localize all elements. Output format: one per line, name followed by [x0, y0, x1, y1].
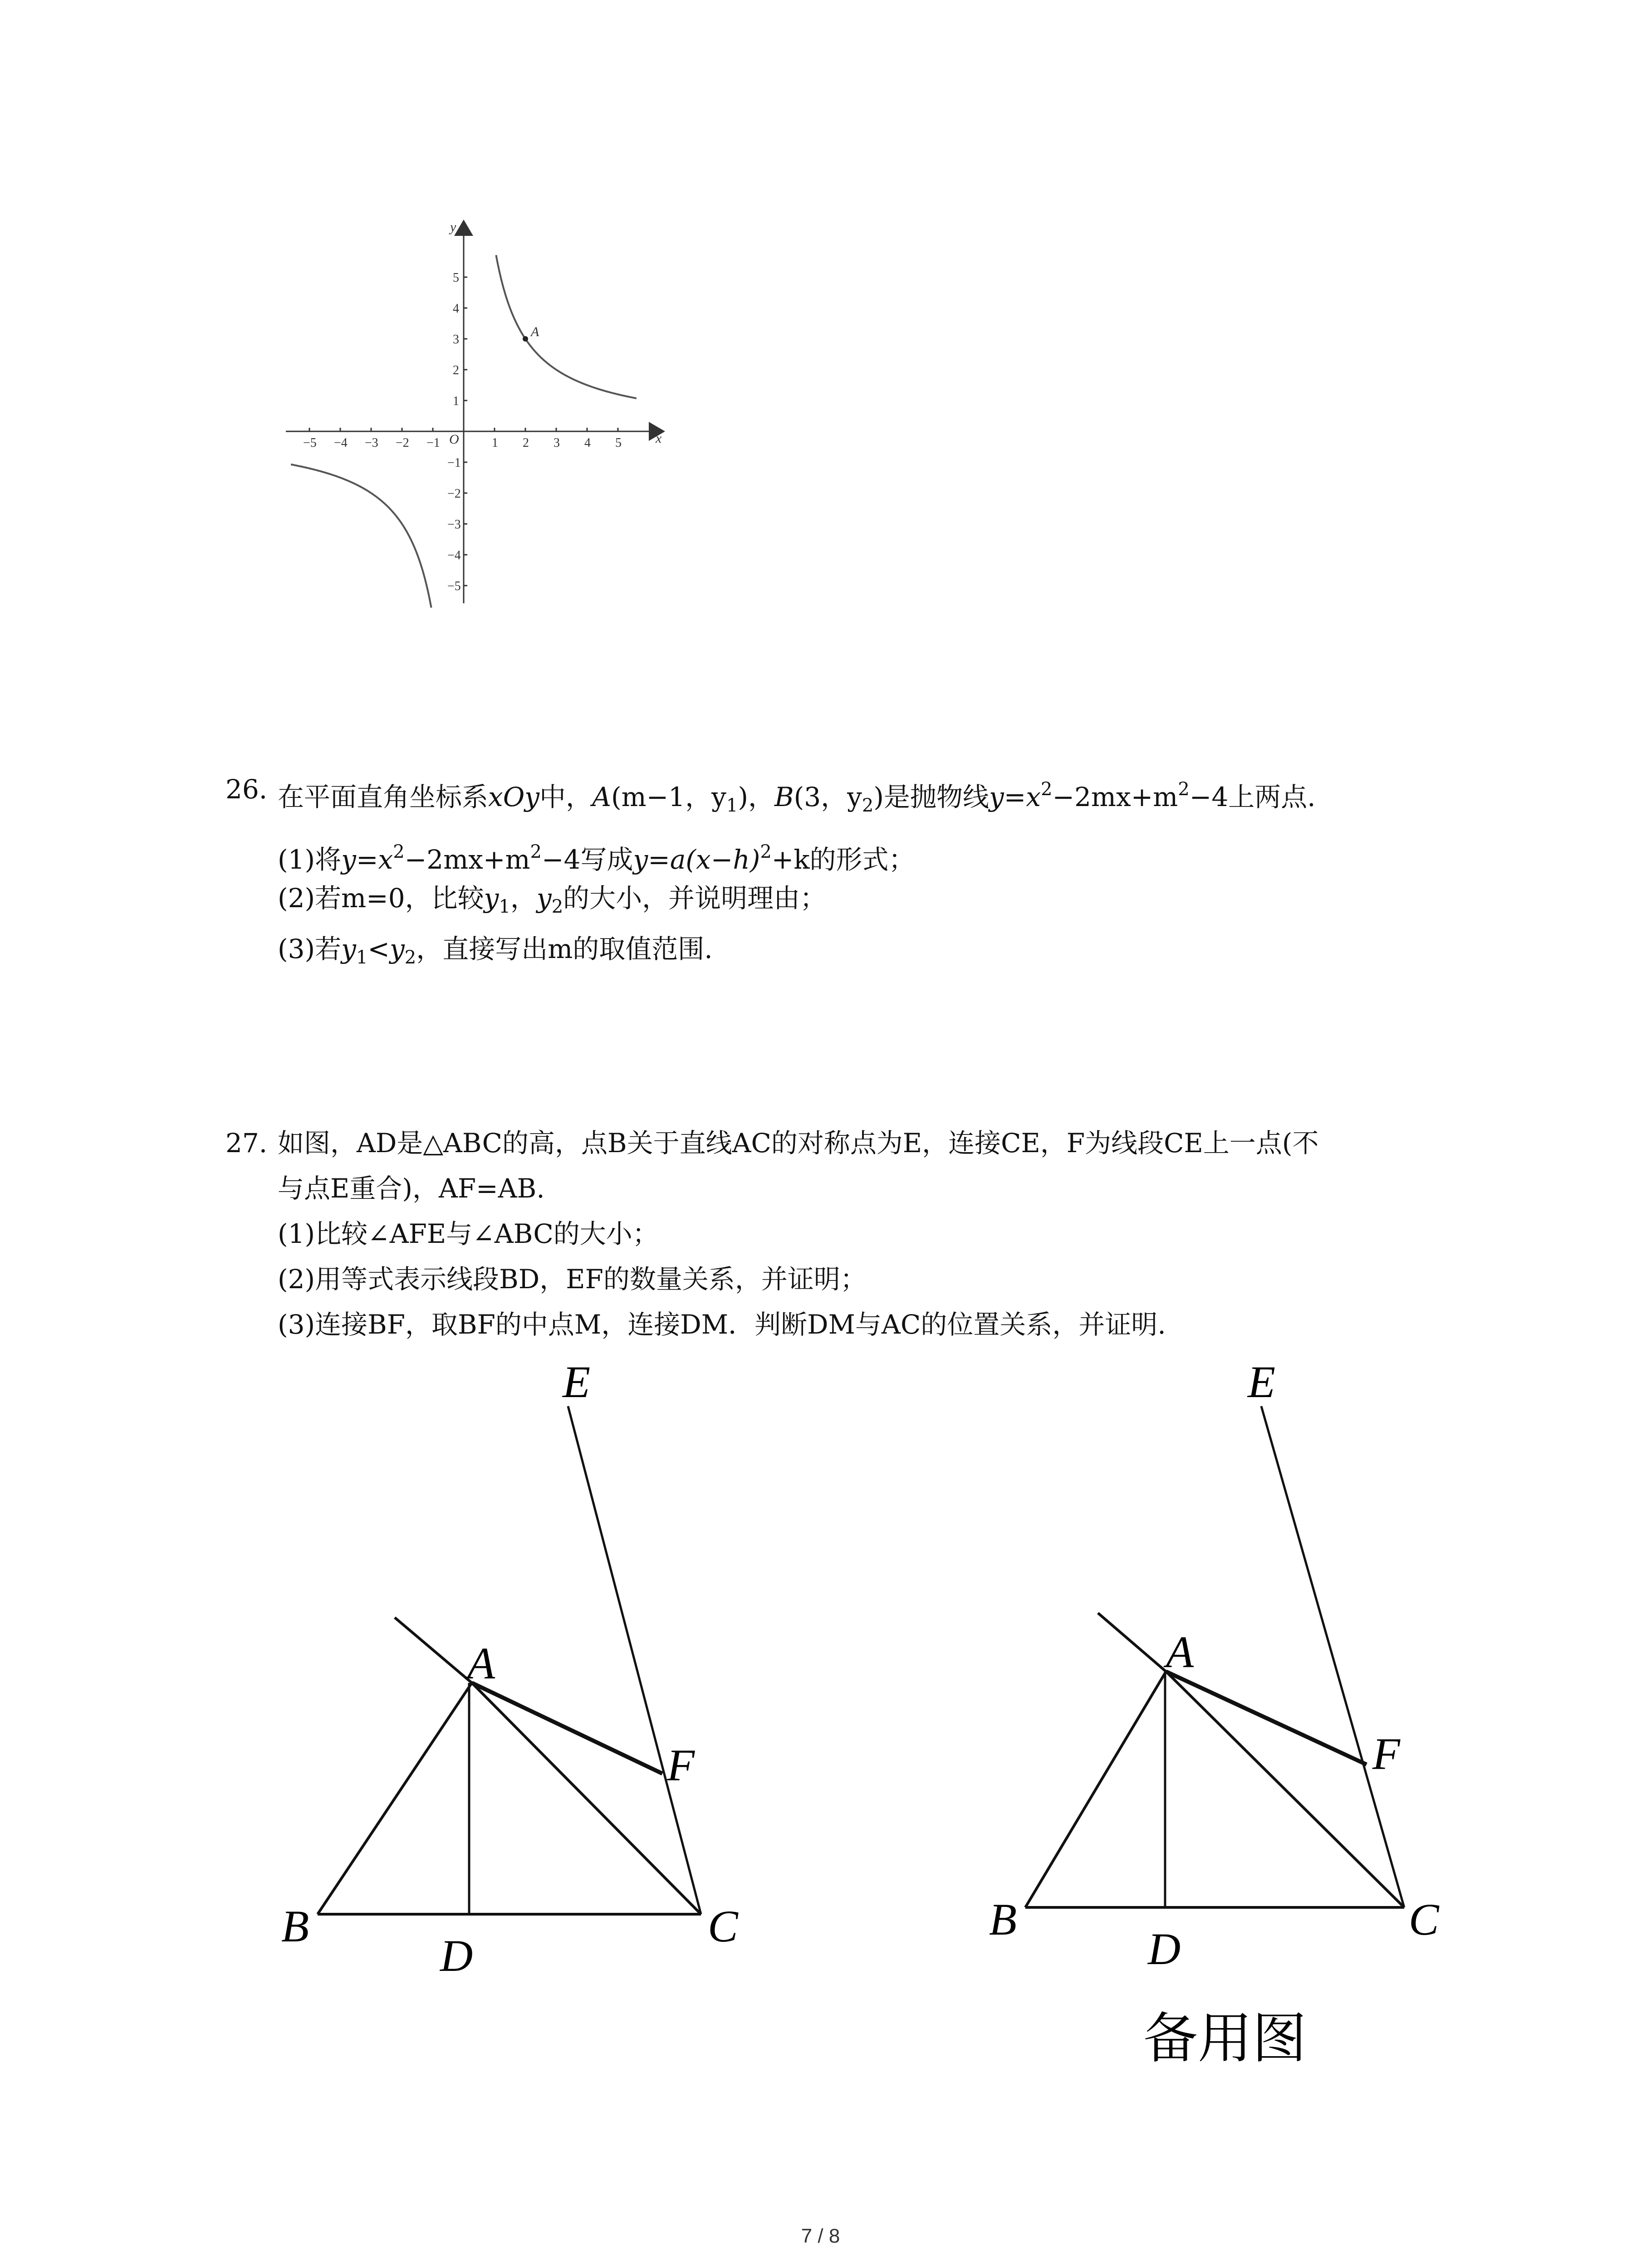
label-e: E [1248, 1357, 1276, 1407]
y-tick-label: −4 [447, 548, 461, 562]
y-tick-label: 4 [453, 302, 459, 316]
label-e: E [563, 1357, 591, 1407]
segment-af [472, 1683, 662, 1774]
y-tick-label: −1 [447, 456, 461, 470]
q26-part-3: (3)若$y_1<y_2$，直接写出m的取值范围. [278, 934, 713, 968]
y-tick-label: −3 [447, 518, 461, 532]
q27-part-1: (1)比较∠AFE与∠ABC的大小； [278, 1218, 659, 1249]
segment-ac [472, 1683, 701, 1914]
y-tick-label: −5 [447, 579, 461, 593]
y-tick-label: 3 [453, 332, 459, 347]
x-tick-label: 1 [492, 436, 498, 450]
q26-stem: 在平面直角坐标系xOy中，A(m−1，$y_1$)，B(3，$y_2$)是抛物线$y=x^2-2mx+m^2-4$上两点. [278, 779, 1316, 816]
segment-ray-through-a [1098, 1613, 1166, 1672]
x-tick-label: 2 [523, 436, 529, 450]
label-f: F [667, 1740, 695, 1790]
x-tick-label: −4 [334, 436, 348, 450]
function-graph [281, 213, 671, 612]
page-number: 7 / 8 [801, 2225, 840, 2247]
segment-ab [1025, 1672, 1166, 1907]
segment-ac [1166, 1672, 1404, 1907]
segment-ce [568, 1406, 701, 1914]
label-a: A [467, 1638, 495, 1688]
origin-label: O [449, 432, 459, 447]
y-axis-label: y [450, 220, 456, 235]
q27-line-2: 与点E重合)，AF=AB. [278, 1173, 545, 1204]
x-tick-label: −3 [365, 436, 378, 450]
backup-figure-caption: 备用图 [1143, 2009, 1307, 2069]
q26-number: 26. [225, 774, 268, 805]
q26-part-1: (1)将$y=x^2-2mx+m^2-4$写成$y=a(x-h)^2+k$的形式； [278, 841, 915, 875]
y-tick-label: 2 [453, 363, 459, 377]
label-b: B [989, 1894, 1017, 1945]
geometry-figure-main [272, 1356, 771, 1991]
hyperbola-branch-right [496, 255, 636, 398]
x-tick-label: −1 [426, 436, 440, 450]
label-c: C [1409, 1894, 1439, 1945]
segment-af [1166, 1672, 1367, 1765]
q27-number: 27. [225, 1128, 268, 1158]
y-tick-label: 1 [453, 394, 459, 408]
geometry-figure-backup [975, 1356, 1474, 2091]
label-b: B [281, 1901, 309, 1951]
label-f: F [1372, 1729, 1401, 1779]
q26-part-2: (2)若m=0，比较$y_1$，$y_2$的大小，并说明理由； [278, 883, 827, 917]
label-a: A [1166, 1627, 1194, 1677]
label-c: C [708, 1901, 738, 1951]
hyperbola-branch-left [291, 464, 431, 608]
label-d: D [1148, 1924, 1181, 1974]
x-tick-label: 5 [615, 436, 622, 450]
label-d: D [440, 1931, 473, 1981]
x-tick-label: 4 [584, 436, 591, 450]
point-a-label: A [531, 324, 539, 339]
y-tick-label: −2 [447, 487, 461, 501]
x-tick-label: −2 [396, 436, 409, 450]
point-a [523, 336, 528, 342]
x-axis-label: x [656, 431, 662, 446]
q27-line-1: 如图，AD是△ABC的高，点B关于直线AC的对称点为E，连接CE，F为线段CE上一点(不 [278, 1128, 1319, 1158]
y-tick-label: 5 [453, 271, 459, 285]
x-tick-label: −5 [303, 436, 317, 450]
q27-part-3: (3)连接BF，取BF的中点M，连接DM．判断DM与AC的位置关系，并证明. [278, 1309, 1166, 1340]
q27-part-2: (2)用等式表示线段BD，EF的数量关系，并证明； [278, 1264, 867, 1295]
x-tick-label: 3 [554, 436, 560, 450]
segment-ce [1261, 1406, 1404, 1907]
segment-ab [318, 1683, 472, 1914]
segment-ray-through-a [395, 1618, 472, 1683]
